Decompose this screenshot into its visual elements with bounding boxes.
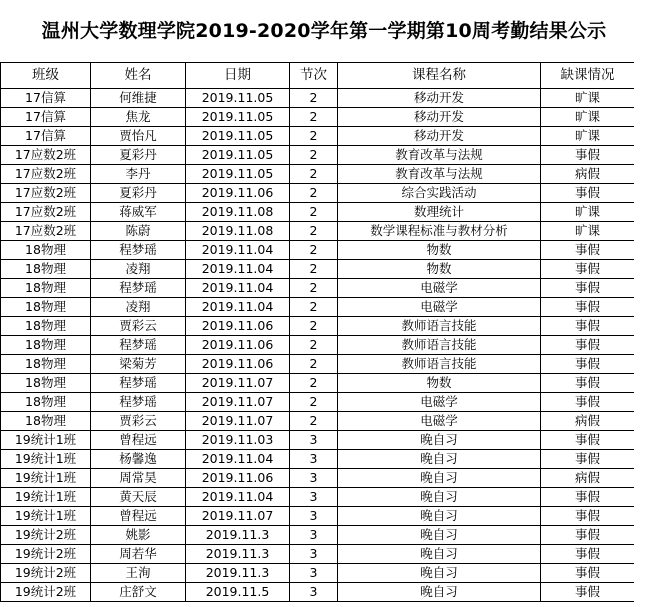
cell-course[interactable]: 电磁学 — [338, 393, 541, 412]
cell-class[interactable]: 18物理 — [1, 260, 91, 279]
cell-name[interactable]: 程梦瑶 — [91, 374, 186, 393]
cell-course[interactable]: 教育改革与法规 — [338, 146, 541, 165]
cell-class[interactable]: 18物理 — [1, 298, 91, 317]
cell-status[interactable]: 事假 — [541, 393, 635, 412]
cell-status[interactable]: 病假 — [541, 412, 635, 431]
cell-date[interactable]: 2019.11.05 — [186, 108, 290, 127]
cell-status[interactable]: 事假 — [541, 507, 635, 526]
table-row — [1, 412, 635, 431]
cell-status[interactable]: 事假 — [541, 298, 635, 317]
cell-session[interactable]: 2 — [290, 260, 338, 279]
cell-date[interactable]: 2019.11.05 — [186, 127, 290, 146]
header-date[interactable]: 日期 — [186, 63, 290, 89]
cell-name[interactable]: 程梦瑶 — [91, 336, 186, 355]
cell-session[interactable]: 3 — [290, 488, 338, 507]
table-row — [1, 431, 635, 450]
cell-status[interactable]: 旷课 — [541, 127, 635, 146]
cell-date[interactable]: 2019.11.06 — [186, 336, 290, 355]
table-row — [1, 127, 635, 146]
table-row — [1, 545, 635, 564]
header-name[interactable]: 姓名 — [91, 63, 186, 89]
cell-status[interactable]: 事假 — [541, 564, 635, 583]
cell-status[interactable]: 旷课 — [541, 203, 635, 222]
cell-name[interactable]: 曾程远 — [91, 507, 186, 526]
table-row — [1, 507, 635, 526]
table-row — [1, 583, 635, 602]
cell-name[interactable]: 姚影 — [91, 526, 186, 545]
cell-name[interactable]: 程梦瑶 — [91, 279, 186, 298]
cell-status[interactable]: 事假 — [541, 146, 635, 165]
cell-session[interactable]: 2 — [290, 89, 338, 108]
cell-course[interactable]: 移动开发 — [338, 127, 541, 146]
cell-course[interactable]: 移动开发 — [338, 89, 541, 108]
header-row — [1, 63, 635, 89]
cell-class[interactable]: 18物理 — [1, 412, 91, 431]
cell-session[interactable]: 3 — [290, 545, 338, 564]
cell-class[interactable]: 19统计2班 — [1, 526, 91, 545]
cell-session[interactable]: 2 — [290, 393, 338, 412]
cell-course[interactable]: 数学课程标准与教材分析 — [338, 222, 541, 241]
cell-name[interactable]: 周常昊 — [91, 469, 186, 488]
table-row — [1, 241, 635, 260]
cell-session[interactable]: 2 — [290, 146, 338, 165]
cell-course[interactable]: 晚自习 — [338, 564, 541, 583]
cell-course[interactable]: 物数 — [338, 260, 541, 279]
cell-date[interactable]: 2019.11.04 — [186, 488, 290, 507]
cell-name[interactable]: 焦龙 — [91, 108, 186, 127]
cell-course[interactable]: 物数 — [338, 374, 541, 393]
cell-session[interactable]: 3 — [290, 564, 338, 583]
cell-name[interactable]: 贾怡凡 — [91, 127, 186, 146]
cell-name[interactable]: 陈蔚 — [91, 222, 186, 241]
cell-class[interactable]: 19统计1班 — [1, 507, 91, 526]
cell-status[interactable]: 事假 — [541, 317, 635, 336]
cell-date[interactable]: 2019.11.07 — [186, 507, 290, 526]
header-status[interactable]: 缺课情况 — [541, 63, 635, 89]
cell-class[interactable]: 17应数2班 — [1, 146, 91, 165]
cell-status[interactable]: 事假 — [541, 583, 635, 602]
cell-class[interactable]: 17信算 — [1, 89, 91, 108]
cell-date[interactable]: 2019.11.04 — [186, 279, 290, 298]
cell-session[interactable]: 2 — [290, 184, 338, 203]
cell-class[interactable]: 19统计2班 — [1, 583, 91, 602]
table-row — [1, 165, 635, 184]
cell-course[interactable]: 教师语言技能 — [338, 317, 541, 336]
table-row — [1, 317, 635, 336]
cell-course[interactable]: 教育改革与法规 — [338, 165, 541, 184]
table-row — [1, 336, 635, 355]
cell-class[interactable]: 19统计1班 — [1, 488, 91, 507]
cell-status[interactable]: 事假 — [541, 450, 635, 469]
cell-class[interactable]: 17应数2班 — [1, 165, 91, 184]
cell-status[interactable]: 事假 — [541, 488, 635, 507]
cell-class[interactable]: 18物理 — [1, 279, 91, 298]
table-row — [1, 526, 635, 545]
cell-class[interactable]: 18物理 — [1, 393, 91, 412]
cell-class[interactable]: 17信算 — [1, 108, 91, 127]
cell-session[interactable]: 2 — [290, 165, 338, 184]
cell-session[interactable]: 3 — [290, 469, 338, 488]
table-row — [1, 355, 635, 374]
table-row — [1, 564, 635, 583]
cell-course[interactable]: 教师语言技能 — [338, 355, 541, 374]
cell-session[interactable]: 2 — [290, 108, 338, 127]
cell-course[interactable]: 晚自习 — [338, 450, 541, 469]
table-row — [1, 184, 635, 203]
cell-session[interactable]: 3 — [290, 431, 338, 450]
cell-session[interactable]: 2 — [290, 279, 338, 298]
cell-session[interactable]: 3 — [290, 450, 338, 469]
cell-course[interactable]: 移动开发 — [338, 108, 541, 127]
cell-class[interactable]: 17信算 — [1, 127, 91, 146]
cell-session[interactable]: 2 — [290, 336, 338, 355]
table-row — [1, 108, 635, 127]
cell-name[interactable]: 曾程远 — [91, 431, 186, 450]
cell-status[interactable]: 事假 — [541, 241, 635, 260]
table-row — [1, 222, 635, 241]
table-row — [1, 203, 635, 222]
cell-session[interactable]: 2 — [290, 241, 338, 260]
cell-status[interactable]: 事假 — [541, 184, 635, 203]
cell-course[interactable]: 晚自习 — [338, 469, 541, 488]
cell-name[interactable]: 凌翔 — [91, 260, 186, 279]
cell-class[interactable]: 19统计1班 — [1, 450, 91, 469]
cell-date[interactable]: 2019.11.05 — [186, 165, 290, 184]
cell-course[interactable]: 晚自习 — [338, 526, 541, 545]
attendance-table — [0, 62, 635, 602]
table-row — [1, 450, 635, 469]
cell-status[interactable]: 旷课 — [541, 222, 635, 241]
cell-course[interactable]: 晚自习 — [338, 583, 541, 602]
cell-status[interactable]: 事假 — [541, 374, 635, 393]
cell-session[interactable]: 2 — [290, 317, 338, 336]
cell-name[interactable]: 贾彩云 — [91, 412, 186, 431]
cell-status[interactable]: 事假 — [541, 545, 635, 564]
cell-class[interactable]: 19统计2班 — [1, 564, 91, 583]
cell-class[interactable]: 19统计2班 — [1, 545, 91, 564]
cell-session[interactable]: 2 — [290, 298, 338, 317]
cell-name[interactable]: 夏彩丹 — [91, 184, 186, 203]
cell-date[interactable]: 2019.11.04 — [186, 241, 290, 260]
cell-course[interactable]: 电磁学 — [338, 298, 541, 317]
cell-session[interactable]: 2 — [290, 127, 338, 146]
cell-course[interactable]: 晚自习 — [338, 431, 541, 450]
cell-class[interactable]: 18物理 — [1, 355, 91, 374]
cell-class[interactable]: 19统计1班 — [1, 431, 91, 450]
cell-session[interactable]: 2 — [290, 355, 338, 374]
cell-class[interactable]: 17应数2班 — [1, 184, 91, 203]
cell-name[interactable]: 程梦瑶 — [91, 393, 186, 412]
table-row — [1, 89, 635, 108]
cell-date[interactable]: 2019.11.07 — [186, 393, 290, 412]
cell-class[interactable]: 18物理 — [1, 374, 91, 393]
cell-status[interactable]: 事假 — [541, 279, 635, 298]
cell-date[interactable]: 2019.11.03 — [186, 431, 290, 450]
cell-class[interactable]: 19统计1班 — [1, 469, 91, 488]
table-row — [1, 488, 635, 507]
cell-date[interactable]: 2019.11.08 — [186, 203, 290, 222]
cell-status[interactable]: 事假 — [541, 355, 635, 374]
cell-name[interactable]: 庄舒文 — [91, 583, 186, 602]
cell-name[interactable]: 蒋威军 — [91, 203, 186, 222]
cell-date[interactable]: 2019.11.3 — [186, 545, 290, 564]
cell-date[interactable]: 2019.11.5 — [186, 583, 290, 602]
header-session[interactable]: 节次 — [290, 63, 338, 89]
cell-date[interactable]: 2019.11.04 — [186, 450, 290, 469]
cell-course[interactable]: 物数 — [338, 241, 541, 260]
cell-course[interactable]: 教师语言技能 — [338, 336, 541, 355]
cell-date[interactable]: 2019.11.06 — [186, 184, 290, 203]
cell-name[interactable]: 贾彩云 — [91, 317, 186, 336]
cell-date[interactable]: 2019.11.3 — [186, 526, 290, 545]
cell-class[interactable]: 18物理 — [1, 241, 91, 260]
header-course[interactable]: 课程名称 — [338, 63, 541, 89]
cell-name[interactable]: 程梦瑶 — [91, 241, 186, 260]
cell-date[interactable]: 2019.11.06 — [186, 469, 290, 488]
cell-date[interactable]: 2019.11.06 — [186, 317, 290, 336]
cell-session[interactable]: 2 — [290, 222, 338, 241]
table-row — [1, 469, 635, 488]
cell-class[interactable]: 18物理 — [1, 317, 91, 336]
cell-name[interactable]: 夏彩丹 — [91, 146, 186, 165]
cell-class[interactable]: 17应数2班 — [1, 203, 91, 222]
cell-date[interactable]: 2019.11.06 — [186, 355, 290, 374]
cell-date[interactable]: 2019.11.05 — [186, 146, 290, 165]
cell-name[interactable]: 王洵 — [91, 564, 186, 583]
cell-name[interactable]: 何维捷 — [91, 89, 186, 108]
cell-session[interactable]: 3 — [290, 507, 338, 526]
cell-name[interactable]: 周若华 — [91, 545, 186, 564]
cell-session[interactable]: 2 — [290, 412, 338, 431]
cell-date[interactable]: 2019.11.04 — [186, 260, 290, 279]
cell-course[interactable]: 晚自习 — [338, 507, 541, 526]
table-row — [1, 279, 635, 298]
table-row — [1, 146, 635, 165]
cell-name[interactable]: 凌翔 — [91, 298, 186, 317]
cell-name[interactable]: 黄天辰 — [91, 488, 186, 507]
cell-course[interactable]: 数理统计 — [338, 203, 541, 222]
cell-status[interactable]: 病假 — [541, 165, 635, 184]
cell-status[interactable]: 事假 — [541, 260, 635, 279]
cell-session[interactable]: 3 — [290, 526, 338, 545]
cell-course[interactable]: 晚自习 — [338, 488, 541, 507]
cell-course[interactable]: 电磁学 — [338, 412, 541, 431]
cell-date[interactable]: 2019.11.04 — [186, 298, 290, 317]
cell-status[interactable]: 事假 — [541, 336, 635, 355]
sheet-margin — [634, 62, 648, 607]
cell-class[interactable]: 17应数2班 — [1, 222, 91, 241]
table-row — [1, 298, 635, 317]
cell-status[interactable]: 旷课 — [541, 108, 635, 127]
sheet-title: 温州大学数理学院2019-2020学年第一学期第10周考勤结果公示 — [41, 20, 607, 42]
cell-session[interactable]: 2 — [290, 374, 338, 393]
cell-date[interactable]: 2019.11.07 — [186, 412, 290, 431]
cell-status[interactable]: 事假 — [541, 431, 635, 450]
cell-session[interactable]: 3 — [290, 583, 338, 602]
table-body — [1, 89, 635, 602]
cell-status[interactable]: 病假 — [541, 469, 635, 488]
cell-status[interactable]: 事假 — [541, 526, 635, 545]
cell-course[interactable]: 综合实践活动 — [338, 184, 541, 203]
cell-status[interactable]: 旷课 — [541, 89, 635, 108]
cell-course[interactable]: 电磁学 — [338, 279, 541, 298]
cell-name[interactable]: 李丹 — [91, 165, 186, 184]
cell-date[interactable]: 2019.11.07 — [186, 374, 290, 393]
cell-name[interactable]: 梁菊芳 — [91, 355, 186, 374]
cell-class[interactable]: 18物理 — [1, 336, 91, 355]
cell-date[interactable]: 2019.11.3 — [186, 564, 290, 583]
table-row — [1, 393, 635, 412]
header-class[interactable]: 班级 — [1, 63, 91, 89]
cell-session[interactable]: 2 — [290, 203, 338, 222]
table-row — [1, 374, 635, 393]
cell-name[interactable]: 杨馨逸 — [91, 450, 186, 469]
cell-course[interactable]: 晚自习 — [338, 545, 541, 564]
table-row — [1, 260, 635, 279]
cell-date[interactable]: 2019.11.08 — [186, 222, 290, 241]
cell-date[interactable]: 2019.11.05 — [186, 89, 290, 108]
